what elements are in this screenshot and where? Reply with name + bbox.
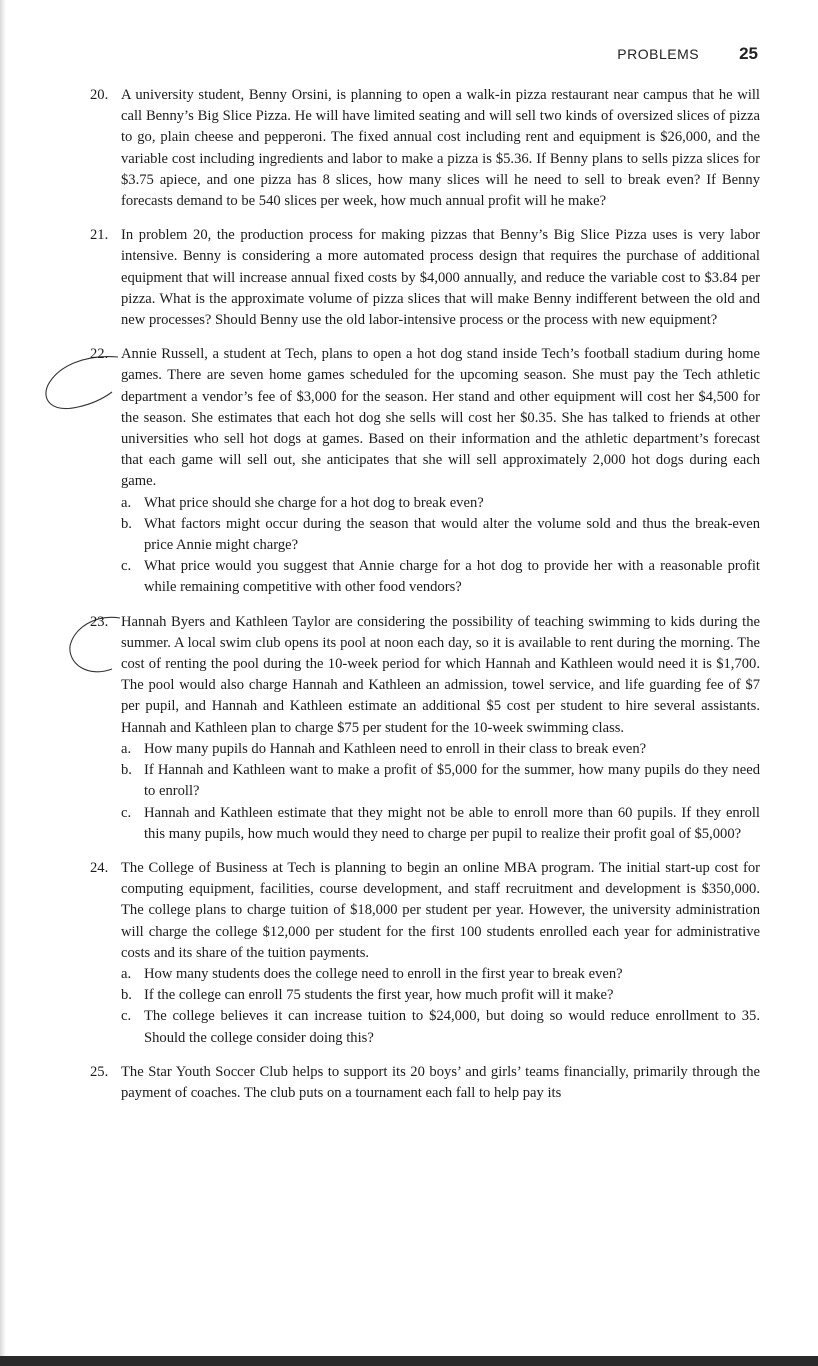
problem-20	[90, 85, 760, 212]
problem-part-c	[121, 1006, 760, 1048]
problem-24	[90, 858, 760, 1049]
part-text: The college believes it can increase tuition to $24,000, but doing so would reduce enrollment to 35. Should the college consider doing this?	[144, 1008, 760, 1046]
problem-part-a	[121, 964, 760, 985]
part-text: What factors might occur during the season that would alter the volume sold and thus the break-even price Annie might charge?	[144, 515, 760, 554]
problem-part-a	[121, 493, 760, 514]
part-text: What price would you suggest that Annie charge for a hot dog to provide her with a reasonable profit while remaining competitive with other food vendors?	[144, 558, 760, 596]
part-letter: a.	[121, 965, 132, 982]
part-letter: a.	[121, 494, 132, 511]
problem-number: 22.	[90, 346, 109, 363]
problem-text: A university student, Benny Orsini, is planning to open a walk-in pizza restaurant near campus that he will call Benny’s Big Slice Pizza. He will have limited seating and will sell two kinds of oversized slices of pizza to go, plain cheese and pepperoni. The fixed annual cost including rent and equipment is $26,000, and the variable cost including ingredients and labor to make a pizza is $5.36. If Benny plans to sells pizza slices for $3.75 apiece, and one pizza has 8 slices, how many slices will he need to sell to break even? If Benny forecasts demand to be 540 slices per week, how much annual profit will he make?	[121, 87, 760, 210]
part-text: If Hannah and Kathleen want to make a profit of $5,000 for the summer, how many pupils do they need to enroll?	[144, 762, 760, 800]
problem-part-a	[121, 739, 760, 760]
problem-part-b	[121, 514, 760, 556]
page-number: 25	[739, 44, 758, 63]
problem-number: 24.	[90, 859, 109, 876]
part-letter: b.	[121, 762, 132, 779]
part-text: Hannah and Kathleen estimate that they might not be able to enroll more than 60 pupils. If they enroll this many pupils, how much would they need to charge per pupil to realize their profit goal of $5,000?	[144, 804, 760, 842]
problem-part-c	[121, 556, 760, 598]
problem-body	[121, 344, 760, 598]
part-letter: b.	[121, 987, 132, 1004]
problem-text: In problem 20, the production process for making pizzas that Benny’s Big Slice Pizza uses is very labor intensive. Benny is considering a more automated process design that requires the purchase of additional equipment that will increase annual fixed costs by $4,000 annually, and reduce the variable cost to $3.84 per pizza. What is the approximate volume of pizza slices that will make Benny indifferent between the old and new processes? Should Benny use the old labor-intensive process or the process with new equipment?	[121, 227, 760, 329]
part-letter: c.	[121, 558, 132, 575]
part-letter: a.	[121, 740, 132, 757]
problem-number: 20.	[90, 87, 109, 103]
problem-part-b	[121, 760, 760, 802]
problem-number: 21.	[90, 227, 109, 244]
problem-text: Hannah Byers and Kathleen Taylor are considering the possibility of teaching swimming to kids during the summer. A local swim club opens its pool at noon each day, so it is available to rent during the morning. The cost of renting the pool during the 10-week period for which Hannah and Kathleen would need it is $1,700. The pool would also charge Hannah and Kathleen an admission, towel service, and life guarding fee of $7 per pupil, and Hannah and Kathleen estimate an additional $5 cost per student to hire several assistants. Hannah and Kathleen plan to charge $75 per student for the 10-week swimming class.	[121, 613, 760, 736]
problem-text: The Star Youth Soccer Club helps to support its 20 boys’ and girls’ teams financially, primarily through the payment of coaches. The club puts on a tournament each fall to help pay its	[121, 1063, 760, 1101]
part-letter: c.	[121, 804, 132, 821]
problem-text: Annie Russell, a student at Tech, plans to open a hot dog stand inside Tech’s football stadium during home games. There are seven home games scheduled for the upcoming season. She must pay the Tech athletic department a vendor’s fee of $3,000 for the season. Her stand and other equipment will cost her $4,500 for the season. She estimates that each hot dog she sells will cost her $0.35. She has talked to friends at other universities who sell hot dogs at games. Based on their information and the athletic department’s forecast that each game will sell out, she anticipates that she will sell approximately 2,000 hot dogs during each game.	[121, 346, 760, 490]
problem-body	[121, 612, 760, 845]
problem-22	[90, 344, 760, 598]
part-text: If the college can enroll 75 students the first year, how much profit will it make?	[144, 987, 614, 1004]
problem-text: The College of Business at Tech is planning to begin an online MBA program. The initial start-up cost for computing equipment, facilities, course development, and staff recruitment and development is $350,000. The college plans to charge tuition of $18,000 per student per year. However, the university administration will charge the college $12,000 per student for the first 100 students enrolled each year for administrative costs and its share of the tuition payments.	[121, 859, 760, 961]
part-text: How many pupils do Hannah and Kathleen need to enroll in their class to break even?	[144, 740, 647, 757]
problem-body	[121, 85, 760, 212]
problem-list	[90, 85, 760, 1117]
problem-21	[90, 225, 760, 331]
problem-body	[121, 858, 760, 1049]
problem-part-b	[121, 985, 760, 1006]
part-text: How many students does the college need to enroll in the first year to break even?	[144, 965, 623, 982]
problem-number: 23.	[90, 613, 109, 630]
problem-25	[90, 1062, 760, 1104]
problem-23	[90, 612, 760, 845]
part-text: What price should she charge for a hot dog to break even?	[144, 494, 484, 511]
problem-body	[121, 1062, 760, 1104]
problem-part-c	[121, 803, 760, 845]
problem-number: 25.	[90, 1063, 109, 1080]
bottom-bar	[0, 1356, 818, 1366]
part-letter: b.	[121, 515, 132, 532]
part-letter: c.	[121, 1008, 132, 1025]
section-label: PROBLEMS	[617, 46, 700, 62]
problem-body	[121, 225, 760, 331]
